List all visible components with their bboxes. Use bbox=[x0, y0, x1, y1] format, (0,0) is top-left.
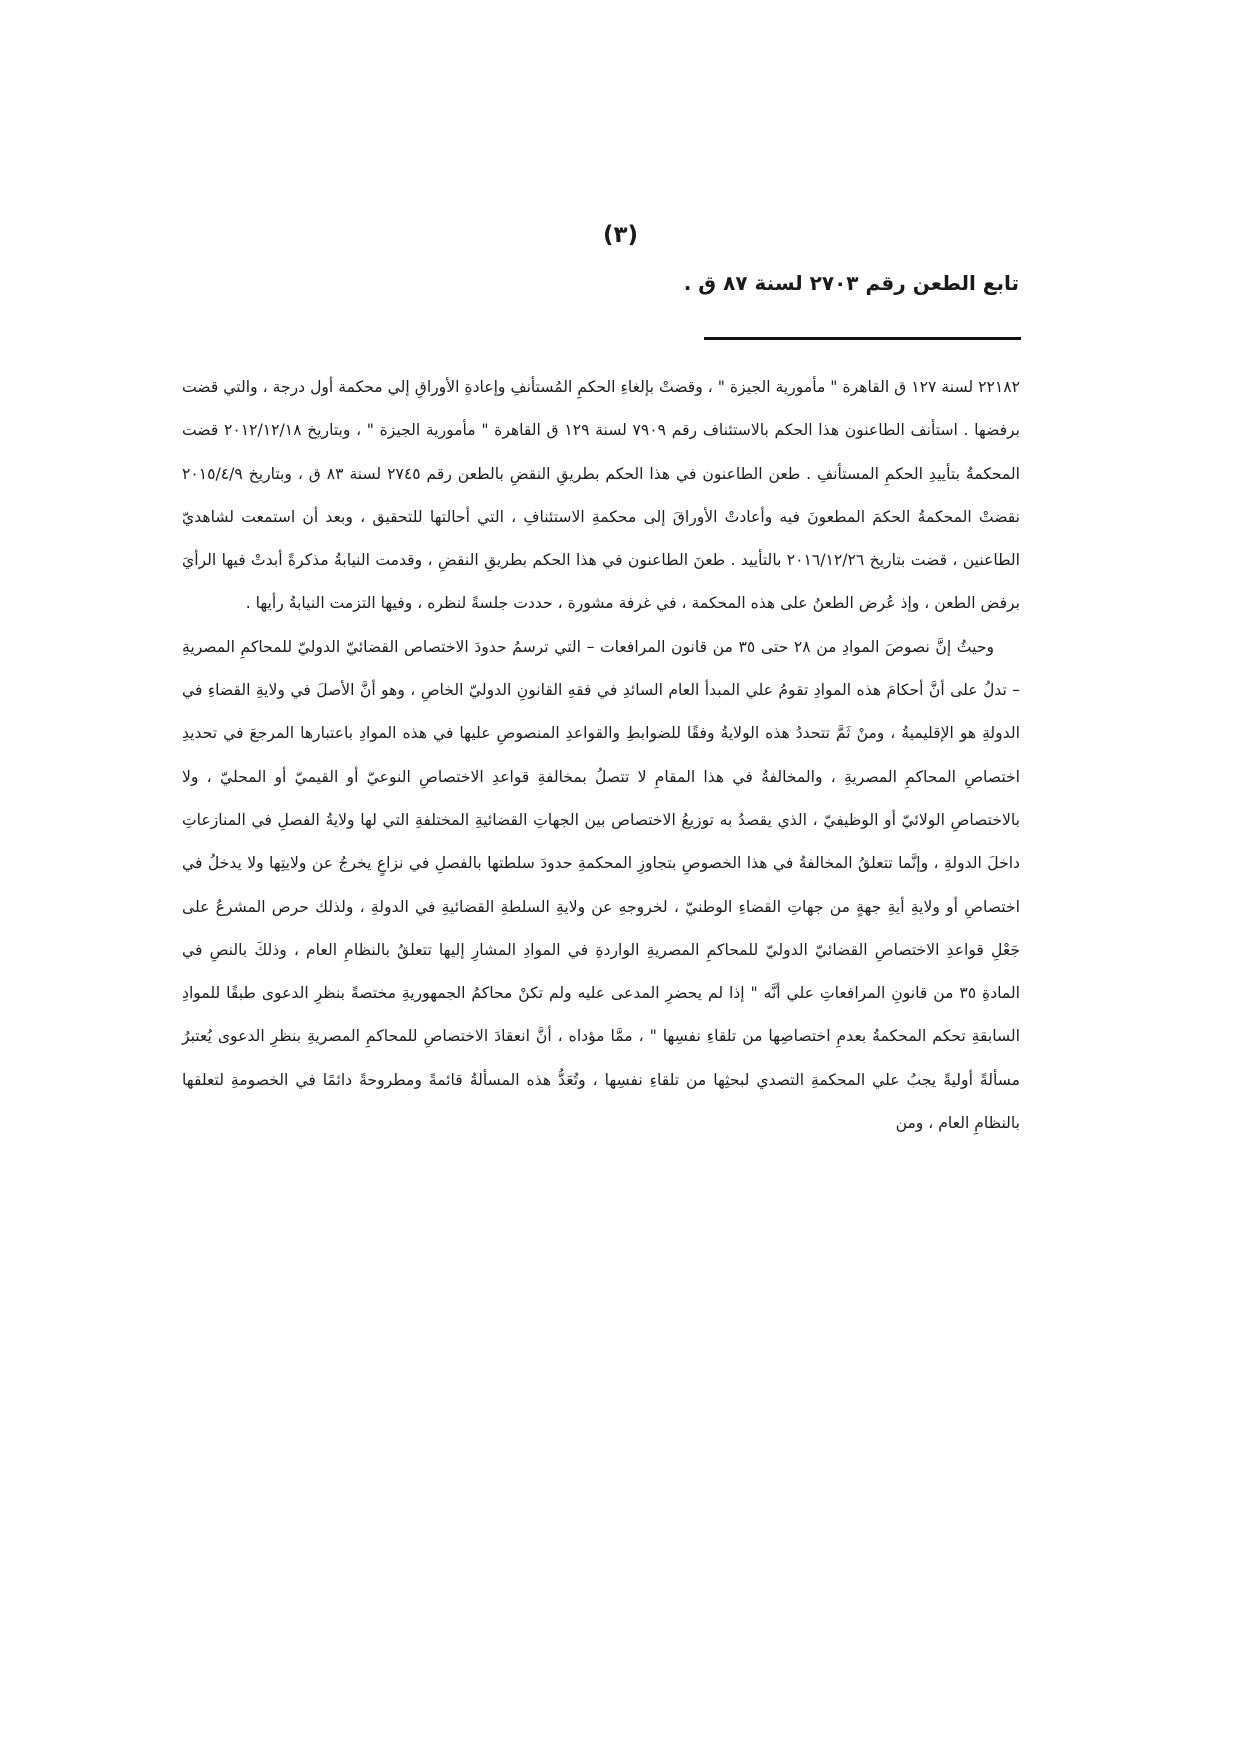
body-text bbox=[182, 366, 1020, 1145]
paragraph: وحيثُ إنَّ نصوصَ الموادِ من ٢٨ حتى ٣٥ من قانون المرافعات – التي ترسمُ حدودَ الاختصاص القضائيّ الدوليّ للمحاكمِ المصريةِ – تدلُ على أنَّ أحكامَ هذه الموادِ تقومُ علي المبدأ العام السائدِ في فقهِ القانونِ الدوليّ الخاصِ ، وهو أنَّ الأصلَ في ولايةِ القضاءِ في الدولةِ هو الإقليميةُ ، ومنْ ثَمَّ تتحددُ هذه الولايةُ وفقًا للضوابطِ والقواعدِ المنصوصِ عليها في هذه الموادِ باعتبارها المرجعَ في تحديدِ اختصاصِ المحاكمِ المصريةِ ، والمخالفةُ في هذا المقامِ لا تتصلُ بمخالفةِ قواعدِ الاختصاصِ النوعيّ أو القيميّ أو المحليّ ، ولا بالاختصاصِ الولائيّ أو الوظيفيّ ، الذي يقصدُ به توزيعُ الاختصاص بين الجهاتِ القضائيةِ المختلفةِ التي لها ولايةُ الفصلِ في المنازعاتِ داخلَ الدولةِ ، وإنَّما تتعلقُ المخالفةُ في هذا الخصوصِ بتجاوزِ المحكمةِ حدودَ سلطتها بالفصلِ في نزاعٍ يخرجُ عن ولايتِها ولا يدخلُ في اختصاصِ أو ولايةِ أيةِ جهةٍ من جهاتِ القضاءِ الوطنيّ ، لخروجهِ عن ولايةِ السلطةِ القضائيةِ في الدولةِ ، ولذلك حرص المشرعُ على جَعْلِ قواعدِ الاختصاصِ القضائيّ الدوليّ للمحاكمِ المصريةِ الواردةِ في الموادِ المشارِ إليها تتعلقُ بالنظامِ العام ، وذلكَ بالنصِ في المادةِ ٣٥ من قانونِ المرافعاتِ علي أنَّه " إذا لم يحضرِ المدعى عليه ولم تكنْ محاكمُ الجمهوريةِ مختصةً بنظرِ الدعوى طبقًا للموادِ السابقةِ تحكم المحكمةُ بعدمِ اختصاصِها من تلقاءِ نفسِها " ، ممَّا مؤداه ، أنَّ انعقادَ الاختصاصِ للمحاكمِ المصريةِ بنظرِ الدعوى يُعتبرُ مسألةً أوليةً يجبُ علي المحكمةِ التصدي لبحثِها من تلقاءِ نفسِها ، وتُعَدُّ هذه المسألةُ قائمةً ومطروحةً دائمًا في الخصومةِ لتعلقها بالنظامِ العام ، ومن bbox=[182, 637, 1020, 1133]
case-header: تابع الطعن رقم ٢٧٠٣ لسنة ٨٧ ق . bbox=[683, 271, 1019, 295]
page-number: (٣) bbox=[602, 222, 639, 248]
header-divider bbox=[704, 337, 1021, 340]
paragraph: ٢٢١٨٢ لسنة ١٢٧ ق القاهرة " مأمورية الجيزة " ، وقضتْ بإلغاءِ الحكمِ المُستأنفِ وإعادةِ الأوراقِ إلي محكمة أول درجة ، والتي قضت برفضها . استأنف الطاعنون هذا الحكم بالاستئناف رقم ٧٩٠٩ لسنة ١٢٩ ق القاهرة " مأمورية الجيزة " ، وبتاريخ ٢٠١٢/١٢/١٨ قضت المحكمةُ بتأييدِ الحكمِ المستأنفِ . طعن الطاعنون في هذا الحكم بطريقِ النقضِ بالطعن رقم ٢٧٤٥ لسنة ٨٣ ق ، وبتاريخ ٢٠١٥/٤/٩ نقضتْ المحكمةُ الحكمَ المطعونَ فيه وأعادتْ الأوراقَ إلى محكمةِ الاستئنافِ ، التي أحالتها للتحقيق ، وبعد أن استمعت لشاهديّ الطاعنين ، قضت بتاريخ ٢٠١٦/١٢/٢٦ بالتأييد . طعنَ الطاعنون في هذا الحكم بطريقِ النقضِ ، وقدمت النيابةُ مذكرةً أبدتْ فيها الرأيَ برفض الطعن ، وإذ عُرض الطعنُ على هذه المحكمة ، في غرفة مشورة ، حددت جلسةً لنظره ، وفيها التزمت النيابةُ رأيها . bbox=[182, 378, 1020, 613]
